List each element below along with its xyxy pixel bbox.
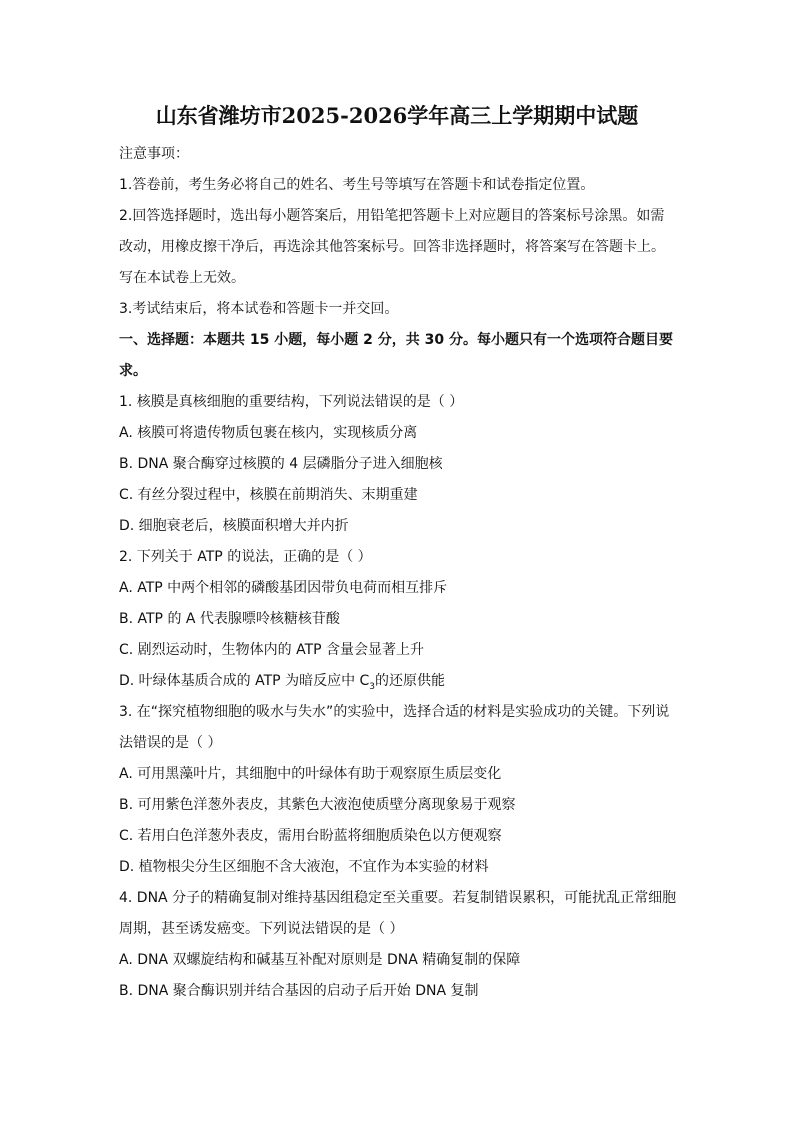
question-4-option-b: B. DNA 聚合酶识别并结合基因的启动子后开始 DNA 复制 <box>119 983 479 999</box>
question-2-option-c: C. 剧烈运动时，生物体内的 ATP 含量会显著上升 <box>119 642 425 658</box>
question-2-option-b: B. ATP 的 A 代表腺嘌呤核糖核苷酸 <box>119 611 340 627</box>
subscript: 3 <box>369 681 376 692</box>
question-2-option-a: A. ATP 中两个相邻的磷酸基团因带负电荷而相互排斥 <box>119 580 448 596</box>
question-4-stem: 4. DNA 分子的精确复制对维持基因组稳定至关重要。若复制错误累积，可能扰乱正常细胞 <box>119 890 677 906</box>
question-4-option-a: A. DNA 双螺旋结构和碱基互补配对原则是 DNA 精确复制的保障 <box>119 952 521 968</box>
question-3-option-a: A. 可用黑藻叶片，其细胞中的叶绿体有助于观察原生质层变化 <box>119 766 502 782</box>
question-2-stem: 2. 下列关于 ATP 的说法，正确的是（ ） <box>119 549 372 565</box>
page-title: 山东省潍坊市2025-2026学年高三上学期期中试题 <box>155 103 639 128</box>
section-heading-cont: 求。 <box>119 363 147 379</box>
notice-item: 2.回答选择题时，选出每小题答案后，用铅笔把答题卡上对应题目的答案标号涂黑。如需 <box>119 208 665 224</box>
question-3-option-b: B. 可用紫色洋葱外表皮，其紫色大液泡使质壁分离现象易于观察 <box>119 797 516 813</box>
notice-item: 3.考试结束后，将本试卷和答题卡一并交回。 <box>119 301 399 317</box>
question-3-option-c: C. 若用白色洋葱外表皮，需用台盼蓝将细胞质染色以方便观察 <box>119 828 502 844</box>
question-1-option-c: C. 有丝分裂过程中，核膜在前期消失、末期重建 <box>119 487 418 503</box>
question-2-option-d <box>119 670 679 701</box>
option-d-text: D. 叶绿体基质合成的 ATP 为暗反应中 C <box>119 673 370 689</box>
question-1-option-d: D. 细胞衰老后，核膜面积增大并内折 <box>119 518 349 534</box>
section-heading: 一、选择题：本题共 15 小题，每小题 2 分，共 30 分。每小题只有一个选项符合题目要 <box>119 332 673 348</box>
question-1-stem: 1. 核膜是真核细胞的重要结构，下列说法错误的是（ ） <box>119 394 464 410</box>
notice-item: 1.答卷前，考生务必将自己的姓名、考生号等填写在答题卡和试卷指定位置。 <box>119 177 595 193</box>
question-1-option-b: B. DNA 聚合酶穿过核膜的 4 层磷脂分子进入细胞核 <box>119 456 443 472</box>
option-d-text-end: 的还原供能 <box>375 673 446 689</box>
question-3-stem: 3. 在“探究植物细胞的吸水与失水”的实验中，选择合适的材料是实验成功的关键。下列说 <box>119 704 670 720</box>
notice-item: 改动，用橡皮擦干净后，再选涂其他答案标号。回答非选择题时，将答案写在答题卡上。 <box>119 239 665 255</box>
notice-item: 写在本试卷上无效。 <box>119 270 245 286</box>
question-3-option-d: D. 植物根尖分生区细胞不含大液泡，不宜作为本实验的材料 <box>119 859 489 875</box>
notice-heading: 注意事项： <box>119 146 189 162</box>
question-3-stem-cont: 法错误的是（ ） <box>119 735 222 751</box>
question-1-option-a: A. 核膜可将遗传物质包裹在核内，实现核质分离 <box>119 425 418 441</box>
question-4-stem-cont: 周期，甚至诱发癌变。下列说法错误的是（ ） <box>119 921 404 937</box>
exam-body <box>119 143 679 1011</box>
